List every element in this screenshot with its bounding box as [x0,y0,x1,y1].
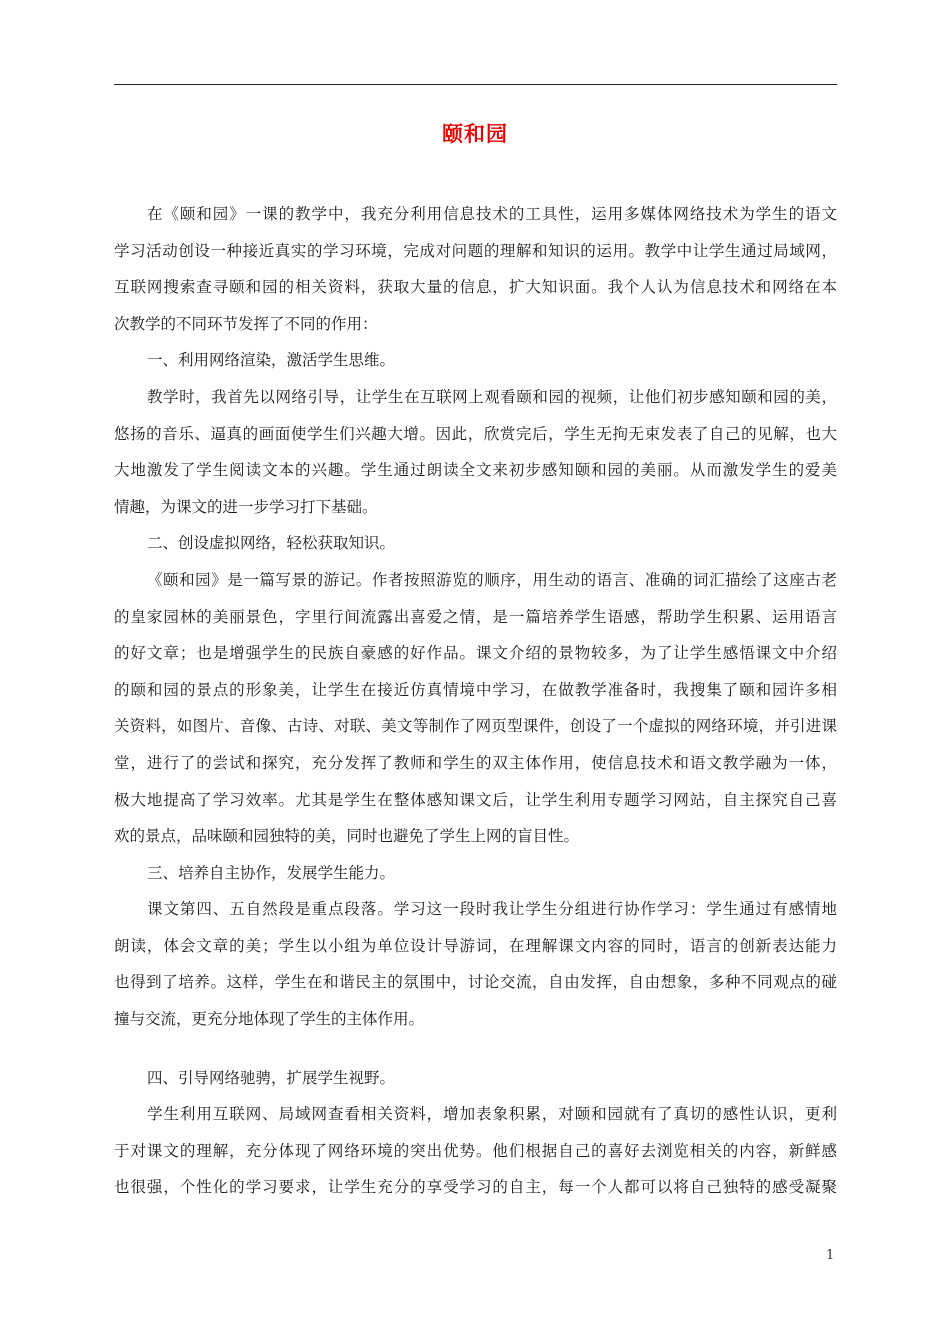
paragraph-line: 极大地提高了学习效率。尤其是学生在整体感知课文后，让学生利用专题学习网站，自主探究自己喜 [114,790,837,809]
paragraph-gap [114,1038,837,1060]
paragraph-line: 的好文章；也是增强学生的民族自豪感的好作品。课文介绍的景物较多，为了让学生感悟课文中介绍 [114,644,837,663]
paragraph-line: 的皇家园林的美丽景色，字里行间流露出喜爱之情，是一篇培养学生语感，帮助学生积累、运用语言 [114,607,837,626]
paragraph-line: 也很强，个性化的学习要求，让学生充分的享受学习的自主，每一个人都可以将自己独特的感受凝聚 [114,1178,837,1197]
paragraph-line: 互联网搜索查寻颐和园的相关资料，获取大量的信息，扩大知识面。我个人认为信息技术和网络在本 [114,278,837,297]
paragraph-line: 悠扬的音乐、逼真的画面使学生们兴趣大增。因此，欣赏完后，学生无拘无束发表了自己的见解，也大 [114,424,837,443]
document-body [114,196,837,1206]
paragraph-line: 关资料，如图片、音像、古诗、对联、美文等制作了网页型课件，创设了一个虚拟的网络环境，并引进课 [114,717,837,736]
paragraph-line: 的颐和园的景点的形象美，让学生在接近仿真情境中学习，在做教学准备时，我搜集了颐和园许多相 [114,680,837,699]
paragraph-line: 教学时，我首先以网络引导，让学生在互联网上观看颐和园的视频，让他们初步感知颐和园的美， [147,387,837,406]
paragraph-line: 在《颐和园》一课的教学中，我充分利用信息技术的工具性，运用多媒体网络技术为学生的语文 [147,205,837,223]
paragraph-line: 于对课文的理解，充分体现了网络环境的突出优势。他们根据自己的喜好去浏览相关的内容，新鲜感 [114,1141,837,1160]
paragraph-line: 朗读，体会文章的美；学生以小组为单位设计导游词，在理解课文内容的同时，语言的创新表达能力 [114,936,837,955]
paragraph-line: 学习活动创设一种接近真实的学习环境，完成对问题的理解和知识的运用。教学中让学生通过局域网， [114,241,837,260]
paragraph-line: 次教学的不同环节发挥了不同的作用： [114,314,378,333]
paragraph-line: 堂，进行了的尝试和探究，充分发挥了教师和学生的双主体作用，使信息技术和语文教学融为一体， [114,753,837,772]
paragraph-line: 也得到了培养。这样，学生在和谐民主的氛围中，讨论交流，自由发挥，自由想象，多种不同观点的碰 [114,973,837,992]
paragraph-line: 欢的景点，品味颐和园独特的美，同时也避免了学生上网的盲目性。 [114,827,580,846]
paragraph-line: 情趣，为课文的进一步学习打下基础。 [114,497,378,516]
paragraph-line: 《颐和园》是一篇写景的游记。作者按照游览的顺序，用生动的语言、准确的词汇描绘了这座古老 [147,570,837,589]
paragraph-line: 撞与交流，更充分地体现了学生的主体作用。 [114,1010,425,1029]
section-heading: 一、利用网络渲染，激活学生思维。 [147,351,396,370]
paragraph-line: 学生利用互联网、局域网查看相关资料，增加表象积累，对颐和园就有了真切的感性认识，更利 [147,1105,837,1124]
document-title: 颐和园 [442,122,508,146]
section-heading: 二、创设虚拟网络，轻松获取知识。 [147,534,396,553]
section-heading: 三、培养自主协作，发展学生能力。 [147,863,396,882]
paragraph-line: 课文第四、五自然段是重点段落。学习这一段时我让学生分组进行协作学习：学生通过有感情地 [147,900,837,919]
header-rule [114,84,837,85]
section-heading: 四、引导网络驰骋，扩展学生视野。 [147,1068,396,1087]
paragraph-line: 大地激发了学生阅读文本的兴趣。学生通过朗读全文来初步感知颐和园的美丽。从而激发学生的爱美 [114,461,837,480]
page-number: 1 [826,1248,835,1263]
